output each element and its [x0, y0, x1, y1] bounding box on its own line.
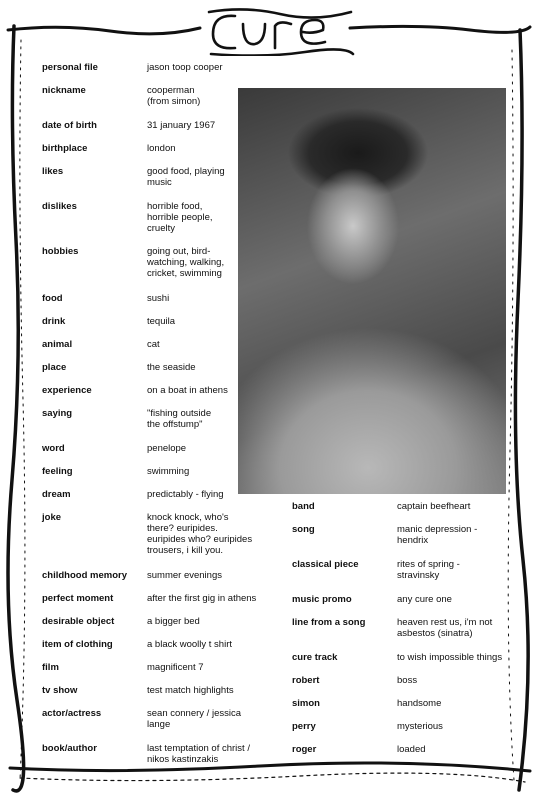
field-value: rites of spring - stravinsky — [397, 559, 460, 581]
field-value: london — [147, 143, 176, 154]
field-value: captain beefheart — [397, 501, 471, 512]
field-label: line from a song — [292, 617, 366, 628]
field-label: childhood memory — [42, 570, 127, 581]
field-value: 31 january 1967 — [147, 120, 216, 131]
field-value: a black woolly t shirt — [147, 639, 233, 650]
field-value: penelope — [147, 443, 187, 454]
field-label: classical piece — [292, 559, 359, 570]
field-value: tequila — [147, 316, 175, 327]
field-label: feeling — [42, 466, 73, 477]
field-value: loaded — [397, 744, 426, 755]
field-label: dream — [42, 489, 71, 500]
field-value: handsome — [397, 698, 442, 709]
field-label: experience — [42, 385, 92, 396]
field-label: song — [292, 524, 315, 535]
field-value: manic depression - hendrix — [397, 524, 478, 546]
field-value: predictably - flying — [147, 489, 224, 500]
field-value: cooperman (from simon) — [147, 85, 201, 107]
field-value: "fishing outside the offstump" — [147, 408, 212, 430]
field-value: knock knock, who's there? euripides. euripides who? euripides trousers, i kill you. — [147, 512, 253, 556]
field-label: book/author — [42, 743, 97, 754]
field-value: heaven rest us, i'm not asbestos (sinatra) — [397, 617, 493, 639]
field-value: boss — [397, 675, 418, 686]
field-label: desirable object — [42, 616, 115, 627]
field-label: tv show — [42, 685, 78, 696]
field-label: hobbies — [42, 246, 79, 257]
field-value: last temptation of christ / nikos kastinzakis — [147, 743, 250, 765]
field-value: jason toop cooper — [147, 62, 223, 73]
field-label: music promo — [292, 594, 352, 605]
portrait-photo — [238, 88, 506, 494]
field-value: any cure one — [397, 594, 452, 605]
field-label: perfect moment — [42, 593, 114, 604]
field-label: place — [42, 362, 67, 373]
field-value: a bigger bed — [147, 616, 200, 627]
field-value: test match highlights — [147, 685, 234, 696]
field-label: film — [42, 662, 59, 673]
field-label: animal — [42, 339, 73, 350]
field-value: sean connery / jessica lange — [147, 708, 241, 730]
field-label: perry — [292, 721, 316, 732]
field-label: band — [292, 501, 315, 512]
field-value: the seaside — [147, 362, 196, 373]
field-label: nickname — [42, 85, 86, 96]
field-label: item of clothing — [42, 639, 113, 650]
field-value: summer evenings — [147, 570, 222, 581]
field-label: word — [42, 443, 65, 454]
field-label: cure track — [292, 652, 338, 663]
cure-logo — [205, 8, 355, 56]
field-value: sushi — [147, 293, 170, 304]
field-label: saying — [42, 408, 73, 419]
field-label: robert — [292, 675, 320, 686]
field-value: magnificent 7 — [147, 662, 204, 673]
field-value: swimming — [147, 466, 190, 477]
field-value: after the first gig in athens — [147, 593, 257, 604]
field-label: drink — [42, 316, 66, 327]
field-value: on a boat in athens — [147, 385, 228, 396]
field-label: dislikes — [42, 201, 77, 212]
field-label: actor/actress — [42, 708, 102, 719]
field-value: cat — [147, 339, 160, 350]
field-value: horrible food, horrible people, cruelty — [147, 201, 213, 234]
field-label: joke — [42, 512, 62, 523]
field-value: going out, bird- watching, walking, cricket, swimming — [147, 246, 225, 279]
field-value: good food, playing music — [147, 166, 225, 188]
field-label: date of birth — [42, 120, 97, 131]
field-label: food — [42, 293, 63, 304]
field-value: to wish impossible things — [397, 652, 503, 663]
field-label: birthplace — [42, 143, 88, 154]
field-value: mysterious — [397, 721, 443, 732]
field-label: simon — [292, 698, 320, 709]
field-label: roger — [292, 744, 317, 755]
field-label: likes — [42, 166, 64, 177]
field-label: personal file — [42, 62, 98, 73]
